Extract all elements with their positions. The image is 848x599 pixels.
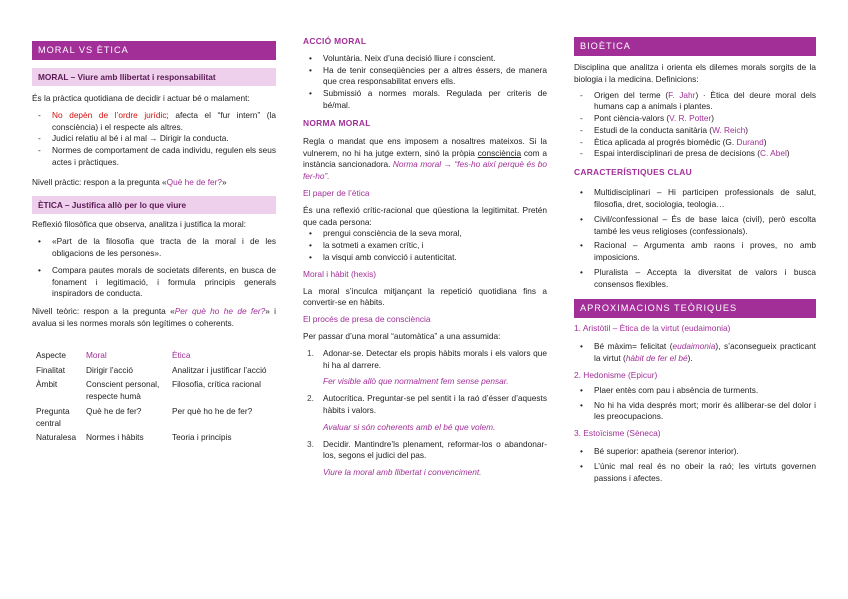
heading-paper-etica: El paper de l’ètica [303, 187, 370, 198]
table-cell: Àmbit [36, 379, 58, 390]
list-item: • Plaer entès com pau i absència de turments. [574, 385, 816, 397]
heading-hedonisme: 2. Hedonisme (Epicur) [574, 369, 658, 380]
column-accio-moral [303, 0, 547, 479]
table-cell: Dirigir l’acció [86, 364, 134, 375]
characteristics-list [574, 187, 816, 290]
list-item: - Pont ciència-valors (V. R. Potter) [574, 113, 816, 125]
list-item: - Normes de comportament de cada individu, regulen els seus actes i pràctiques. [32, 145, 276, 169]
table-cell: Filosofia, crítica racional [172, 379, 261, 390]
list-item: • Bé superior: apatheia (serenor interior). [574, 446, 816, 458]
comparison-table [32, 350, 276, 447]
table-cell: Per què ho he de fer? [172, 405, 253, 416]
table-cell: Finalitat [36, 364, 66, 375]
proces-text: Per passar d’una moral “automàtica” a una assumida: [303, 331, 501, 342]
list-item: • L’únic mal real és no obeir la raó; les virtuts governen passions i afectes. [574, 461, 816, 485]
list-item: - Espai interdisciplinari de presa de decisions (C. Abel) [574, 148, 816, 160]
etica-definition: Reflexió filosòfica que observa, analitza i justifica la moral: [32, 219, 246, 230]
step-3: 3. Decidir. Mantindre’ls plenament, reformar-los o abandonar-los, segons el judici del pas. [307, 438, 547, 461]
moral-definition: És la pràctica quotidiana de decidir i actuar bé o malament: [32, 93, 250, 103]
step-2: 2. Autocrítica. Preguntar-se pel sentit i la raó d’ésser d’aquests hàbits i valors. [307, 393, 547, 416]
table-header-row [32, 350, 276, 365]
heading-caracteristiques: CARACTERÍSTIQUES CLAU [574, 167, 692, 178]
list-item: • prengui consciència de la seva moral, [303, 228, 547, 240]
table-row [32, 379, 276, 406]
column-bioetica [574, 0, 816, 484]
moral-list [32, 110, 276, 169]
table-row [32, 365, 276, 380]
subheader-etica: ÈTICA – Justifica allò per lo que viure [32, 196, 276, 214]
table-header: Aspecte [36, 349, 66, 360]
list-item: • la sotmeti a examen crític, i [303, 240, 547, 252]
table-cell: Pregunta central [36, 405, 70, 428]
accio-list [303, 53, 547, 112]
table-cell: Normes i hàbits [86, 432, 144, 443]
heading-estoicisme: 3. Estoïcisme (Sèneca) [574, 428, 661, 439]
list-item: • la visqui amb convicció i autenticitat. [303, 252, 547, 264]
list-item: • Pluralista – Accepta la diversitat de valors i busca consensos flexibles. [574, 267, 816, 291]
paper-etica-text: És una reflexió crític-racional que qüestiona la legitimitat. Pretén que cada persona: [303, 204, 547, 227]
step-3-note: Viure la moral amb llibertat i convenciment. [323, 467, 482, 478]
heading-norma-moral: NORMA MORAL [303, 117, 371, 128]
table-cell: Teoria i principis [172, 432, 232, 443]
moral-habit-text: La moral s’inculca mitjançant la repetició quotidiana fins a convertir-se en hàbits. [303, 285, 547, 308]
list-item: - No depèn de l’ordre jurídic; afecta el “fur intern” (la consciència) i el respecte als altres. [32, 110, 276, 134]
heading-moral-habit: Moral i hàbit (hexis) [303, 268, 377, 279]
section-header-bioetica: BIOÈTICA [574, 37, 816, 56]
list-item: - Estudi de la conducta sanitària (W. Reich) [574, 125, 816, 137]
list-item: • Civil/confessional – És de base laica (civil), però escolta també les veus religioses (confessionals). [574, 214, 816, 238]
table-cell: Conscient personal, respecte humà [86, 379, 160, 402]
nivell-practic: Nivell pràctic: respon a la pregunta «Què he de fer?» [32, 176, 227, 187]
list-item: - Origen del terme (F. Jahr) · Ètica del deure moral dels humans cap a animals i plantes. [574, 90, 816, 114]
table-header: Ètica [172, 349, 191, 360]
heading-accio-moral: ACCIÓ MORAL [303, 36, 367, 46]
list-item: - Judici relatiu al bé i al mal → Dirigir la conducta. [32, 133, 276, 145]
table-cell: Analitzar i justificar l’acció [172, 364, 267, 375]
nivell-teoric: Nivell teòric: respon a la pregunta «Per què ho he de fer?» i avalua si les normes morals són legítimes o coherents. [32, 306, 277, 328]
section-header-moral-vs-etica: MORAL VS ÈTICA [32, 41, 276, 60]
step-1: 1. Adonar-se. Detectar els propis hàbits morals i els valors que hi ha al darrere. [307, 347, 547, 370]
subheader-moral: MORAL – Viure amb llibertat i responsabilitat [32, 68, 276, 86]
table-cell: Naturalesa [36, 432, 77, 443]
norma-moral-text: Regla o mandat que ens imposem a nosaltres mateixos. Si la vulnerem, no hi ha jutge extern, sinó la pròpia consciència com a instància sancionadora. Norma moral → “fes-ho així perquè és bo fer-ho”. [303, 135, 547, 182]
section-header-aproximacions: APROXIMACIONS TEÒRIQUES [574, 299, 816, 318]
step-1-note: Fer visible allò que normalment fem sense pensar. [323, 376, 509, 387]
list-item: • Racional – Argumenta amb raons i proves, no amb imposicions. [574, 240, 816, 264]
list-item: • Bé màxim= felicitat (eudaimonia), s’aconsegueix practicant la virtut (hàbit de fer el bé). [574, 341, 816, 365]
table-cell: Què he de fer? [86, 405, 142, 416]
table-row [32, 432, 276, 447]
list-item: • Submissió a normes morals. Regulada per criteris de bé/mal. [303, 88, 547, 112]
list-item: • Voluntària. Neix d’una decisió lliure i conscient. [303, 53, 547, 65]
list-item: • Compara pautes morals de societats diferents, en busca de fonament i legitimació, i formula principis generals inspiradors de conducta. [32, 265, 276, 300]
heading-proces-consciencia: El procés de presa de consciència [303, 314, 431, 325]
etica-list [32, 236, 276, 300]
list-item: - Ètica aplicada al progrés biomèdic (G. Durand) [574, 137, 816, 149]
paper-etica-list [303, 228, 547, 263]
list-item: • Ha de tenir conseqüències per a altres éssers, de manera que crea responsabilitat envers ells. [303, 65, 547, 89]
step-2-note: Avaluar si són coherents amb el bé que volem. [323, 421, 496, 432]
heading-aristotil: 1. Aristòtil – Ètica de la virtut (eudaimonia) [574, 323, 731, 334]
table-row [32, 406, 276, 433]
list-item: • No hi ha vida després mort; morir és alliberar-se del dolor i les preocupacions. [574, 400, 816, 424]
column-moral-etica [32, 0, 276, 447]
definitions-list [574, 90, 816, 161]
list-item: • «Part de la filosofia que tracta de la moral i de les obligacions de les persones». [32, 236, 276, 260]
bioetica-definition: Disciplina que analitza i orienta els dilemes morals sorgits de la biologia i la medicina. Definicions: [574, 62, 816, 84]
list-item: • Multidisciplinari – Hi participen professionals de salut, filosofia, dret, sociologia, teologia… [574, 187, 816, 211]
table-header: Moral [86, 349, 107, 360]
